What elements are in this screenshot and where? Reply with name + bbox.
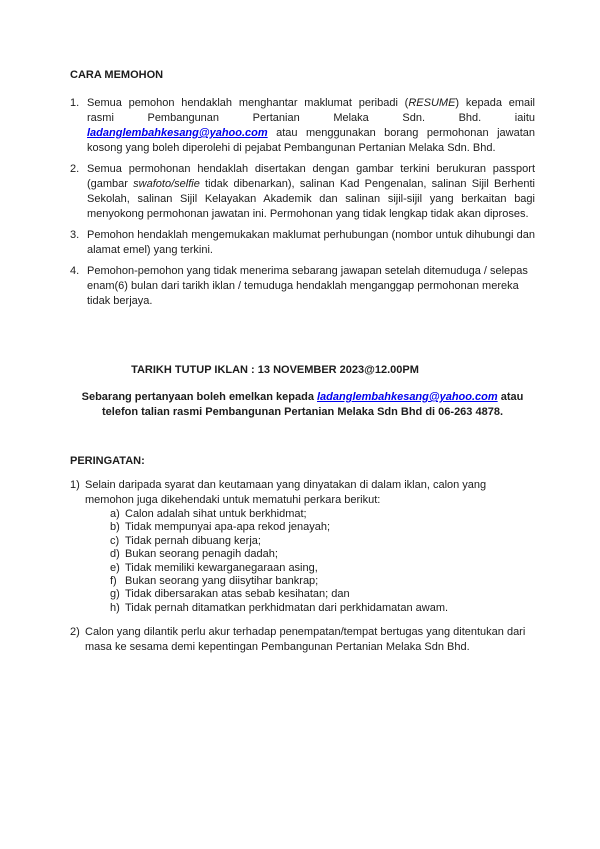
sub-item-f [85, 575, 535, 588]
text-run: Semua pemohon hendaklah menghantar maklumat peribadi ( [87, 97, 409, 109]
email-link[interactable]: ladanglembahkesang@yahoo.com [87, 127, 268, 139]
list-marker: 2) [70, 626, 80, 639]
text-run: atau menggunakan borang permohonan jawatan kosong yang boleh diperolehi di pejabat Pembangunan Pertanian Melaka Sdn. Bhd. [87, 127, 535, 154]
list-marker: 2. [70, 163, 80, 175]
list-marker: a) [110, 508, 120, 520]
list-marker: 1. [70, 97, 80, 109]
peringatan-sublist [85, 508, 535, 615]
sub-item-text: Calon adalah sihat untuk berkhidmat; [125, 508, 307, 520]
sub-item-text: Tidak pernah ditamatkan perkhidmatan dari perkhidamatan awam. [125, 601, 449, 614]
contact-line [70, 390, 535, 420]
list-marker: 4. [70, 265, 80, 277]
cara-memohon-list [70, 96, 535, 309]
list-marker: h) [110, 601, 120, 614]
list-marker: g) [110, 588, 120, 601]
peringatan-item-text: Calon yang dilantik perlu akur terhadap penempatan/tempat bertugas yang ditentukan dari masa ke sesama demi kepentingan Pembangunan Pertanian Melaka Sdn Bhd. [85, 626, 526, 654]
section-heading-peringatan: PERINGATAN: [70, 455, 145, 467]
peringatan-item-1 [70, 478, 535, 615]
list-marker: c) [110, 534, 120, 547]
text-run: ) kepada email rasmi Pembangunan Pertanian Melaka Sdn. Bhd. iaitu [87, 97, 535, 124]
sub-item-text: Tidak mempunyai apa-apa rekod jenayah; [125, 521, 331, 534]
peringatan-item-2 [70, 625, 535, 655]
peringatan-item-text: Selain daripada syarat dan keutamaan yang dinyatakan di dalam iklan, calon yang memohon juga dikehendaki untuk mematuhi perkara berikut: [85, 479, 487, 506]
section-heading-cara-memohon: CARA MEMOHON [70, 69, 164, 81]
text-run: RESUME [408, 97, 456, 109]
sub-item-text: Bukan seorang penagih dadah; [125, 548, 278, 561]
list-marker: 1) [70, 479, 80, 491]
text-run: Sebarang pertanyaan boleh emelkan kepada [81, 391, 317, 403]
sub-item-g [85, 588, 535, 601]
list-item-2 [70, 162, 535, 222]
list-marker: d) [110, 548, 120, 561]
text-run: Pemohon hendaklah mengemukakan maklumat perhubungan (nombor untuk dihubungi dan alamat emel) yang terkini. [87, 229, 535, 256]
sub-item-d [85, 548, 535, 561]
sub-item-text: Tidak dibersarakan atas sebab kesihatan; dan [125, 588, 350, 601]
list-item-text [87, 163, 535, 220]
sub-item-h [85, 602, 535, 615]
email-link[interactable]: ladanglembahkesang@yahoo.com [317, 391, 498, 403]
list-item-3 [70, 228, 535, 258]
list-marker: b) [110, 521, 120, 534]
list-marker: f) [110, 575, 117, 588]
sub-item-a [85, 508, 535, 521]
list-marker: e) [110, 561, 120, 574]
sub-item-e [85, 562, 535, 575]
list-item-text [87, 229, 535, 256]
text-run: Pemohon-pemohon yang tidak menerima sebarang jawapan setelah ditemuduga / selepas enam(6) bulan dari tarikh iklan / temuduga hendaklah menganggap permohonan mereka tidak berjaya. [87, 265, 528, 307]
list-item-text [87, 265, 528, 307]
list-item-1 [70, 96, 535, 156]
list-item-text [87, 97, 535, 154]
sub-item-b [85, 521, 535, 534]
sub-item-text: Bukan seorang yang diisytihar bankrap; [125, 575, 319, 588]
text-run: telefon talian rasmi Pembangunan Pertanian Melaka Sdn Bhd di 06-263 4878. [101, 406, 504, 418]
sub-item-text: Tidak pernah dibuang kerja; [125, 534, 261, 547]
list-marker: 3. [70, 229, 80, 241]
text-run: tidak dibenarkan), salinan Kad Pengenalan, salinan Sijil Berhenti Sekolah, salinan Sijil Kelayakan Akademik dan salinan sijil-sijil yang berkaitan bagi menyokong permohonan jawatan ini. Permohonan yang tidak lengkap tidak akan diproses. [87, 178, 535, 220]
sub-item-c [85, 535, 535, 548]
deadline-line: TARIKH TUTUP IKLAN : 13 NOVEMBER 2023@12.00PM [131, 364, 419, 376]
text-run: Semua permohonan hendaklah disertakan dengan gambar terkini berukuran passport (gambar [87, 163, 535, 190]
list-item-4 [70, 264, 535, 309]
sub-item-text: Tidak memiliki kewarganegaraan asing, [125, 561, 318, 574]
text-run: swafoto/selfie [133, 178, 200, 190]
text-run: atau [497, 391, 524, 403]
